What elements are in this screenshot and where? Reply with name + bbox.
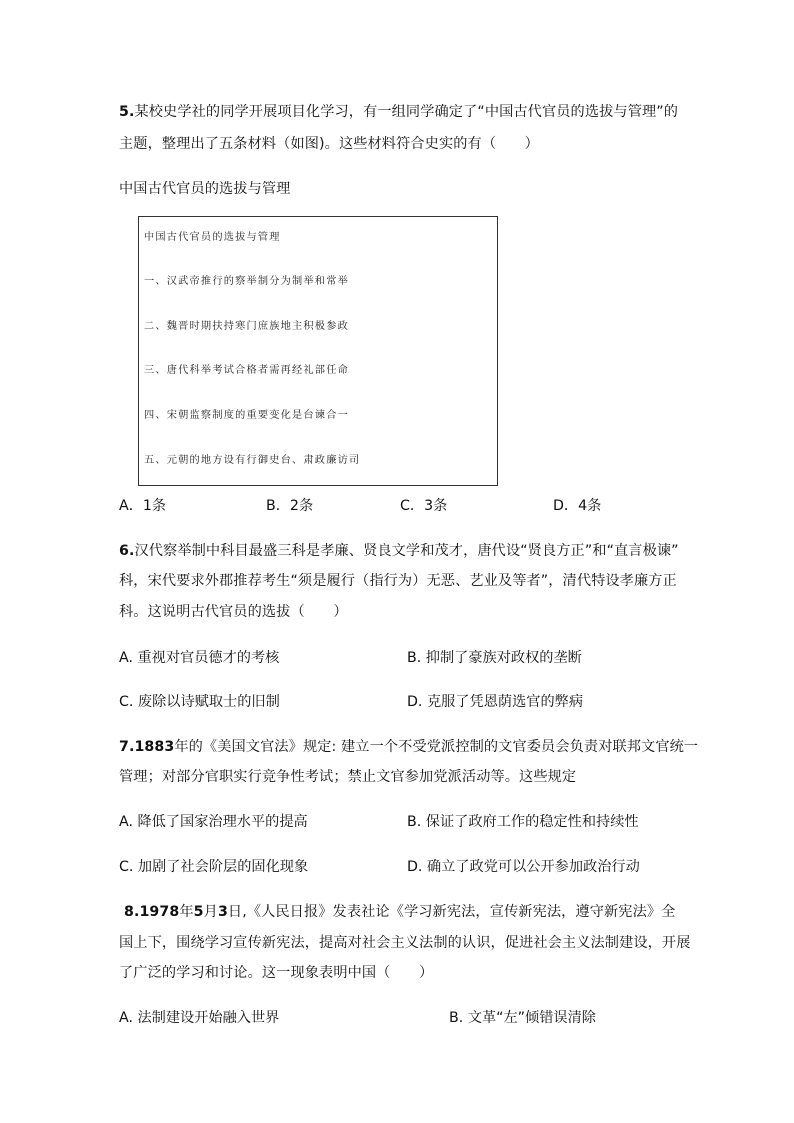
q6-text-1: 汉代察举制中科目最盛三科是孝廉、贤良文学和茂才，唐代设“贤良方正”和“直言极谏” bbox=[134, 543, 679, 559]
q5-option-d[interactable]: D．4条 bbox=[553, 498, 602, 514]
q5-box-item-4: 四、宋朝监察制度的重要变化是台谏合一 bbox=[144, 410, 349, 421]
q8-text-1a: 年 bbox=[179, 904, 194, 920]
q8-number: 8.1978 bbox=[124, 904, 180, 920]
q6-option-a[interactable]: A. 重视对官员德才的考核 bbox=[119, 650, 280, 666]
q7-number: 7.1883 bbox=[119, 739, 175, 755]
q5-box-title: 中国古代官员的选拔与管理 bbox=[144, 232, 281, 243]
q7-text-1: 年的《美国文官法》规定: 建立一个不受党派控制的文官委员会负责对联邦文官统一 bbox=[174, 739, 699, 755]
q5-option-a[interactable]: A．1条 bbox=[119, 498, 167, 514]
q5-box-item-3: 三、唐代科举考试合格者需再经礼部任命 bbox=[144, 365, 349, 376]
q6-option-d[interactable]: D. 克服了凭恩荫选官的弊病 bbox=[407, 694, 584, 710]
q8-line-1 bbox=[124, 901, 675, 921]
q8-text-1d: 3 bbox=[217, 904, 228, 920]
q8-text-1c: 月 bbox=[203, 904, 218, 920]
q5-material-box bbox=[138, 216, 498, 486]
q8-option-a[interactable]: A. 法制建设开始融入世界 bbox=[119, 1010, 280, 1026]
q7-option-a[interactable]: A. 降低了国家治理水平的提高 bbox=[119, 814, 308, 830]
q5-option-b[interactable]: B．2条 bbox=[266, 498, 314, 514]
q5-box-item-2: 二、魏晋时期扶持寒门庶族地主积极参政 bbox=[144, 321, 349, 332]
q6-option-c[interactable]: C. 废除以诗赋取士的旧制 bbox=[119, 694, 280, 710]
q8-text-1e: 日,《人民日报》发表社论《学习新宪法，宣传新宪法，遵守新宪法》全 bbox=[227, 904, 676, 920]
q5-text-1: 某校史学社的同学开展项目化学习，有一组同学确定了“中国古代官员的选拔与管理”的 bbox=[134, 104, 679, 120]
q6-line-3: 科。这说明古代官员的选拔（ ） bbox=[119, 604, 348, 620]
q8-option-b[interactable]: B. 文革“左”倾错误清除 bbox=[449, 1010, 596, 1026]
q5-option-c[interactable]: C．3条 bbox=[400, 498, 448, 514]
q8-line-3: 了广泛的学习和讨论。这一现象表明中国（ ） bbox=[119, 965, 434, 981]
q7-option-b[interactable]: B. 保证了政府工作的稳定性和持续性 bbox=[407, 814, 639, 830]
q6-line-2: 科，宋代要求外郡推荐考生“须是履行（指行为）无恶、艺业及等者”，清代特设孝廉方正 bbox=[119, 573, 677, 589]
q5-box-item-1: 一、汉武帝推行的察举制分为制举和常举 bbox=[144, 276, 349, 287]
q5-box-item-5: 五、元朝的地方设有行御史台、肃政廉访司 bbox=[144, 455, 361, 466]
q5-caption: 中国古代官员的选拔与管理 bbox=[119, 181, 291, 197]
q7-option-c[interactable]: C. 加剧了社会阶层的固化现象 bbox=[119, 859, 309, 875]
q5-line-1 bbox=[119, 101, 678, 121]
q5-line-2: 主题，整理出了五条材料（如图)。这些材料符合史实的有（ ） bbox=[119, 136, 539, 152]
q6-number: 6. bbox=[119, 543, 135, 559]
q6-option-b[interactable]: B. 抑制了豪族对政权的垄断 bbox=[407, 650, 582, 666]
q5-number: 5. bbox=[119, 104, 135, 120]
q7-line-2: 管理；对部分官职实行竞争性考试；禁止文官参加党派活动等。这些规定 bbox=[119, 769, 577, 785]
q7-line-1 bbox=[119, 736, 698, 756]
q7-option-d[interactable]: D. 确立了政党可以公开参加政治行动 bbox=[407, 859, 640, 875]
q8-line-2: 国上下，围绕学习宣传新宪法，提高对社会主义法制的认识，促进社会主义法制建设，开展 bbox=[119, 935, 691, 951]
q6-line-1 bbox=[119, 540, 679, 560]
q8-text-1b: 5 bbox=[193, 904, 204, 920]
